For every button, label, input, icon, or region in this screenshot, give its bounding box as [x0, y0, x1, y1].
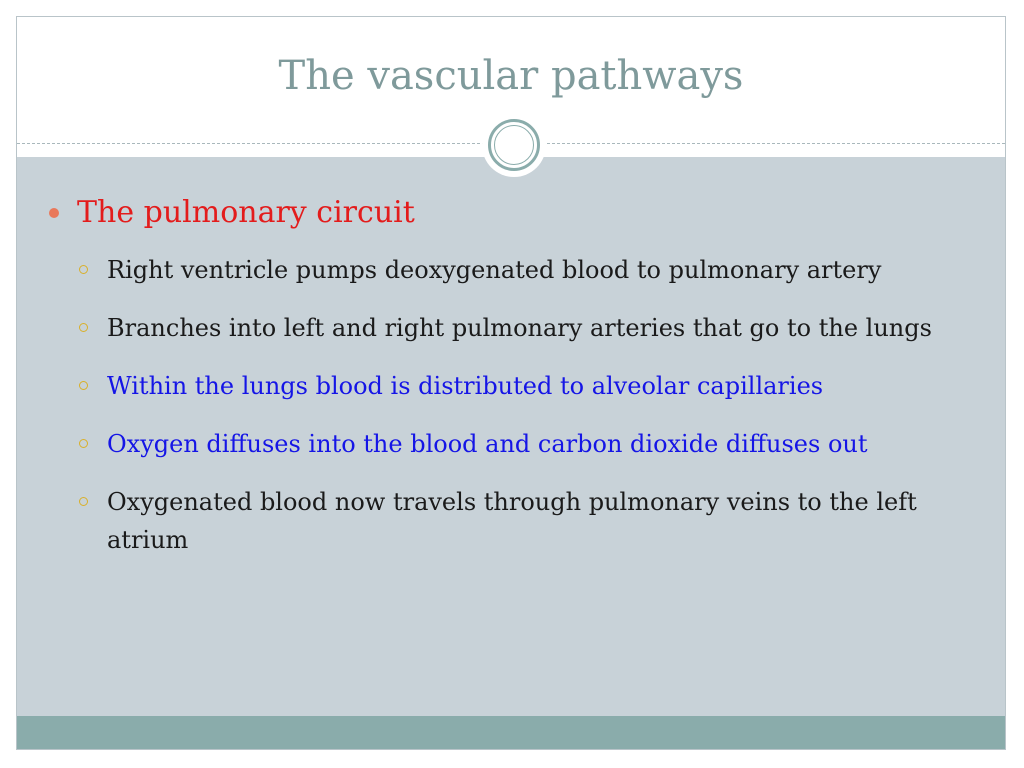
- slide: [16, 16, 1006, 750]
- sub-bullet-2: [17, 309, 1005, 347]
- bullet-list: [17, 193, 1005, 579]
- sub-bullet-4: [17, 425, 1005, 463]
- bullet-ring-icon: [79, 323, 88, 332]
- footer-bar: [17, 716, 1005, 750]
- bullet-dot-icon: [49, 208, 59, 218]
- sub-bullet-3: [17, 367, 1005, 405]
- bullet-ring-icon: [79, 381, 88, 390]
- sub-bullet-text: Right ventricle pumps deoxygenated blood to pulmonary artery: [107, 256, 882, 284]
- bullet-text: The pulmonary circuit: [77, 195, 415, 230]
- sub-bullet-text: Oxygenated blood now travels through pulmonary veins to the left atrium: [107, 488, 917, 554]
- sub-bullet-text: Oxygen diffuses into the blood and carbon dioxide diffuses out: [107, 430, 868, 458]
- sub-bullet-text: Branches into left and right pulmonary arteries that go to the lungs: [107, 314, 932, 342]
- sub-bullet-5: [17, 483, 1005, 559]
- sub-bullet-1: [17, 251, 1005, 289]
- bullet-ring-icon: [79, 497, 88, 506]
- bullet-ring-icon: [79, 439, 88, 448]
- bullet-pulmonary-circuit: [17, 193, 1005, 233]
- bullet-ring-icon: [79, 265, 88, 274]
- sub-bullet-text: Within the lungs blood is distributed to alveolar capillaries: [107, 372, 824, 400]
- slide-title: The vascular pathways: [278, 53, 744, 99]
- circle-ornament-icon: [482, 113, 546, 177]
